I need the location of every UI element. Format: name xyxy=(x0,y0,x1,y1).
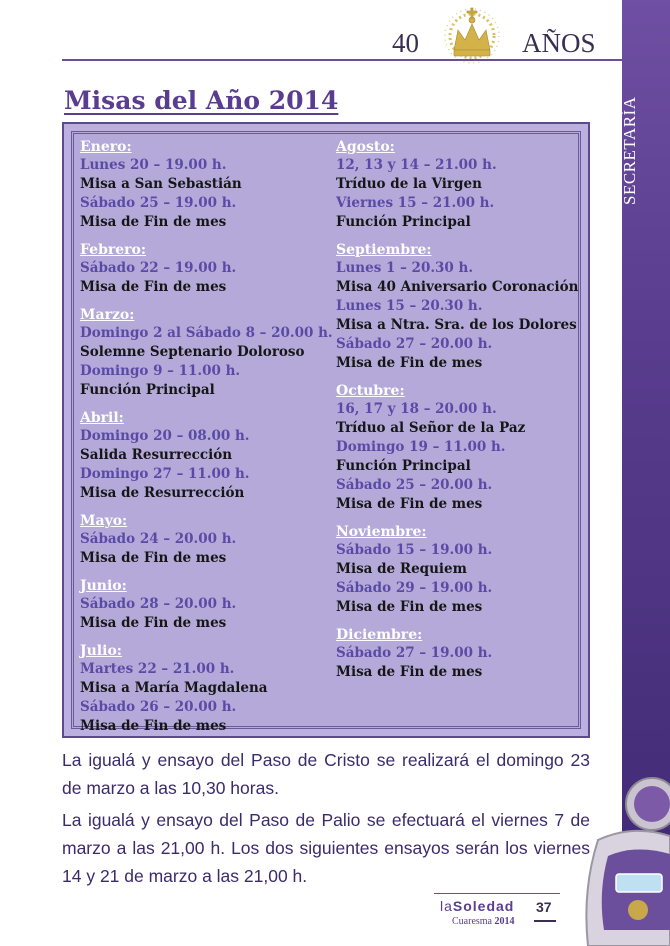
month-name: Abril: xyxy=(80,410,124,426)
paragraph-cristo: La igualá y ensayo del Paso de Cristo se realizará el domingo 23 de marzo a las 10,30 horas. xyxy=(62,750,590,798)
entry-desc: Función Principal xyxy=(336,458,471,474)
entry-date: Viernes 15 – 21.00 h. xyxy=(336,195,495,211)
month-name: Diciembre: xyxy=(336,627,423,643)
page-number: 37 xyxy=(536,899,552,915)
month-name: Junio: xyxy=(80,578,127,594)
section-label: SECRETARÍA xyxy=(620,96,639,206)
entry-date: Domingo 19 – 11.00 h. xyxy=(336,439,506,455)
entry-date: Sábado 29 – 19.00 h. xyxy=(336,580,493,596)
footer-subtitle xyxy=(452,916,515,927)
crown-icon xyxy=(432,2,512,74)
schedule-column-right xyxy=(336,138,586,682)
entry-date: Sábado 27 – 20.00 h. xyxy=(336,336,493,352)
entry-desc: Misa de Fin de mes xyxy=(80,718,227,734)
entry-desc: Misa a Ntra. Sra. de los Dolores xyxy=(336,317,577,333)
brotherhood-shield-icon xyxy=(578,770,670,946)
header-word: AÑOS xyxy=(522,28,596,58)
entry-date: 12, 13 y 14 – 21.00 h. xyxy=(336,157,497,173)
entry-date: Sábado 28 – 20.00 h. xyxy=(80,596,237,612)
entry-date: Sábado 25 – 20.00 h. xyxy=(336,477,493,493)
entry-desc: Misa de Fin de mes xyxy=(336,496,483,512)
month-block xyxy=(80,577,330,633)
entry-date: Domingo 20 – 08.00 h. xyxy=(80,428,250,444)
entry-date: Sábado 15 – 19.00 h. xyxy=(336,542,493,558)
entry-date: Lunes 1 – 20.30 h. xyxy=(336,260,474,276)
month-block xyxy=(80,642,330,736)
month-name: Marzo: xyxy=(80,307,135,323)
entry-desc: Misa a San Sebastián xyxy=(80,176,242,192)
month-name: Noviembre: xyxy=(336,524,427,540)
entry-date: Sábado 22 – 19.00 h. xyxy=(80,260,237,276)
entry-desc: Misa de Fin de mes xyxy=(336,355,483,371)
entry-desc: Salida Resurrección xyxy=(80,447,233,463)
month-name: Agosto: xyxy=(336,139,395,155)
entry-desc: Solemne Septenario Doloroso xyxy=(80,344,305,360)
month-name: Julio: xyxy=(80,643,122,659)
entry-desc: Misa de Fin de mes xyxy=(336,664,483,680)
entry-desc: Tríduo de la Virgen xyxy=(336,176,482,192)
month-name: Febrero: xyxy=(80,242,147,258)
month-block xyxy=(336,523,586,617)
month-name: Mayo: xyxy=(80,513,128,529)
entry-desc: Tríduo al Señor de la Paz xyxy=(336,420,526,436)
footer-rule xyxy=(434,893,560,894)
footer-season: Cuaresma xyxy=(452,916,492,927)
entry-desc: Misa de Fin de mes xyxy=(80,550,227,566)
entry-desc: Misa de Fin de mes xyxy=(80,214,227,230)
entry-desc: Misa de Fin de mes xyxy=(80,279,227,295)
entry-date: Sábado 26 – 20.00 h. xyxy=(80,699,237,715)
entry-date: Domingo 27 – 11.00 h. xyxy=(80,466,250,482)
header-rule xyxy=(62,59,622,61)
footer-brand-name: Soledad xyxy=(452,898,515,914)
entry-date: Sábado 24 – 20.00 h. xyxy=(80,531,237,547)
month-name: Octubre: xyxy=(336,383,405,399)
footer-brand xyxy=(440,898,514,914)
entry-date: Sábado 25 – 19.00 h. xyxy=(80,195,237,211)
entry-desc: Misa de Resurrección xyxy=(80,485,245,501)
entry-desc: Misa de Fin de mes xyxy=(80,615,227,631)
month-block xyxy=(336,138,586,232)
header-number: 40 xyxy=(392,28,419,58)
month-block xyxy=(80,138,330,232)
month-name: Enero: xyxy=(80,139,132,155)
page-number-rule xyxy=(534,920,556,922)
entry-date: Domingo 2 al Sábado 8 – 20.00 h. xyxy=(80,325,333,341)
entry-date: Lunes 20 – 19.00 h. xyxy=(80,157,227,173)
month-block xyxy=(80,306,333,400)
entry-desc: Misa a María Magdalena xyxy=(80,680,268,696)
entry-date: Martes 22 – 21.00 h. xyxy=(80,661,235,677)
entry-date: Lunes 15 – 20.30 h. xyxy=(336,298,483,314)
footer-year: 2014 xyxy=(494,916,515,927)
month-name: Septiembre: xyxy=(336,242,432,258)
schedule-column-left xyxy=(80,138,333,736)
entry-date: Sábado 27 – 19.00 h. xyxy=(336,645,493,661)
month-block xyxy=(336,241,586,373)
entry-date: Domingo 9 – 11.00 h. xyxy=(80,363,241,379)
page-title: Misas del Año 2014 xyxy=(64,86,339,115)
entry-desc: Misa de Fin de mes xyxy=(336,599,483,615)
month-block xyxy=(80,512,330,568)
month-block xyxy=(80,409,330,503)
entry-desc: Misa de Requiem xyxy=(336,561,467,577)
month-block xyxy=(336,626,586,682)
paragraph-palio: La igualá y ensayo del Paso de Palio se efectuará el viernes 7 de marzo a las 21,00 h. Los dos siguientes ensayos serán los viernes 14 y 21 de marzo a las 21,00 h. xyxy=(62,810,590,886)
entry-date: 16, 17 y 18 – 20.00 h. xyxy=(336,401,497,417)
entry-desc: Misa 40 Aniversario Coronación xyxy=(336,279,579,295)
month-block xyxy=(336,382,586,514)
month-block xyxy=(80,241,330,297)
entry-desc: Función Principal xyxy=(336,214,471,230)
entry-desc: Función Principal xyxy=(80,382,215,398)
footer-brand-prefix: la xyxy=(440,898,453,914)
